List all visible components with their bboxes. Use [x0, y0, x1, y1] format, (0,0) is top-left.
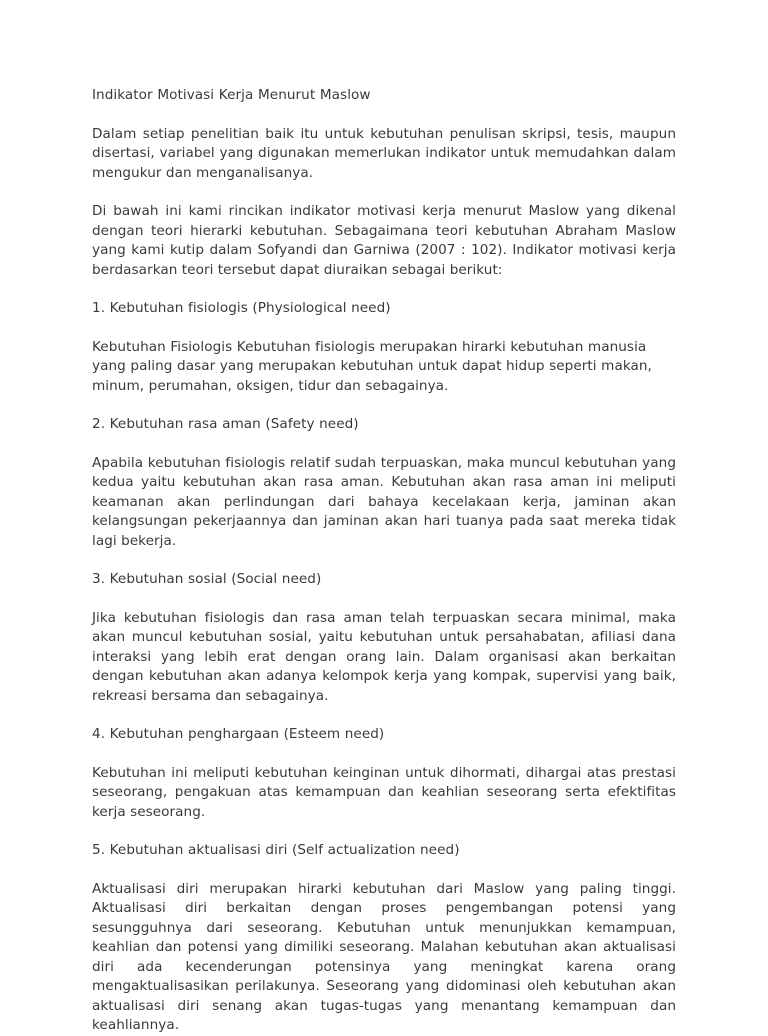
- heading-self-actualization-need: 5. Kebutuhan aktualisasi diri (Self actualization need): [92, 842, 460, 858]
- heading-esteem-need: 4. Kebutuhan penghargaan (Esteem need): [92, 726, 385, 742]
- body-esteem-need: Kebutuhan ini meliputi kebutuhan keinginan untuk dihormati, dihargai atas prestasi seseorang, pengakuan atas kemampuan dan keahlian seseorang serta efektifitas kerja seseorang.: [92, 764, 676, 820]
- body-social-need: Jika kebutuhan fisiologis dan rasa aman telah terpuaskan secara minimal, maka akan muncul kebutuhan sosial, yaitu kebutuhan untuk persahabatan, afiliasi dana interaksi yang lebih erat dengan orang lain. Dalam organisasi akan berkaitan dengan kebutuhan akan adanya kelompok kerja yang kompak, supervisi yang baik, rekreasi bersama dan sebagainya.: [92, 609, 676, 704]
- heading-safety-need: 2. Kebutuhan rasa aman (Safety need): [92, 416, 359, 432]
- body-physiological-need: Kebutuhan Fisiologis Kebutuhan fisiologis merupakan hirarki kebutuhan manusia yang paling dasar yang merupakan kebutuhan untuk dapat hidup seperti makan, minum, perumahan, oksigen, tidur dan sebagainya.: [92, 338, 652, 394]
- intro-paragraph-2: Di bawah ini kami rincikan indikator motivasi kerja menurut Maslow yang dikenal dengan teori hierarki kebutuhan. Sebagaimana teori kebutuhan Abraham Maslow yang kami kutip dalam Sofyandi dan Garniwa (2007 : 102). Indikator motivasi kerja berdasarkan teori tersebut dapat diuraikan sebagai berikut:: [92, 203, 676, 278]
- intro-paragraph-1: Dalam setiap penelitian baik itu untuk kebutuhan penulisan skripsi, tesis, maupun disertasi, variabel yang digunakan memerlukan indikator untuk memudahkan dalam mengukur dan menganalisanya.: [92, 125, 676, 181]
- heading-physiological-need: 1. Kebutuhan fisiologis (Physiological need): [92, 300, 391, 316]
- body-self-actualization-need: Aktualisasi diri merupakan hirarki kebutuhan dari Maslow yang paling tinggi. Aktualisasi diri berkaitan dengan proses pengembangan potensi yang sesungguhnya dari seseorang. Kebutuhan untuk menunjukkan kemampuan, keahlian dan potensi yang dimiliki seseorang. Malahan kebutuhan akan aktualisasi diri ada kecenderungan potensinya yang meningkat karena orang mengaktualisasikan perilakunya. Seseorang yang didominasi oleh kebutuhan akan aktualisasi diri senang akan tugas-tugas yang menantang kemampuan dan keahliannya.: [92, 880, 676, 1033]
- body-safety-need: Apabila kebutuhan fisiologis relatif sudah terpuaskan, maka muncul kebutuhan yang kedua yaitu kebutuhan akan rasa aman. Kebutuhan akan rasa aman ini meliputi keamanan akan perlindungan dari bahaya kecelakaan kerja, jaminan akan kelangsungan pekerjaannya dan jaminan akan hari tuanya pada saat mereka tidak lagi bekerja.: [92, 454, 676, 549]
- document-title: Indikator Motivasi Kerja Menurut Maslow: [92, 87, 371, 103]
- document-text-body: [92, 86, 676, 1036]
- heading-social-need: 3. Kebutuhan sosial (Social need): [92, 571, 322, 587]
